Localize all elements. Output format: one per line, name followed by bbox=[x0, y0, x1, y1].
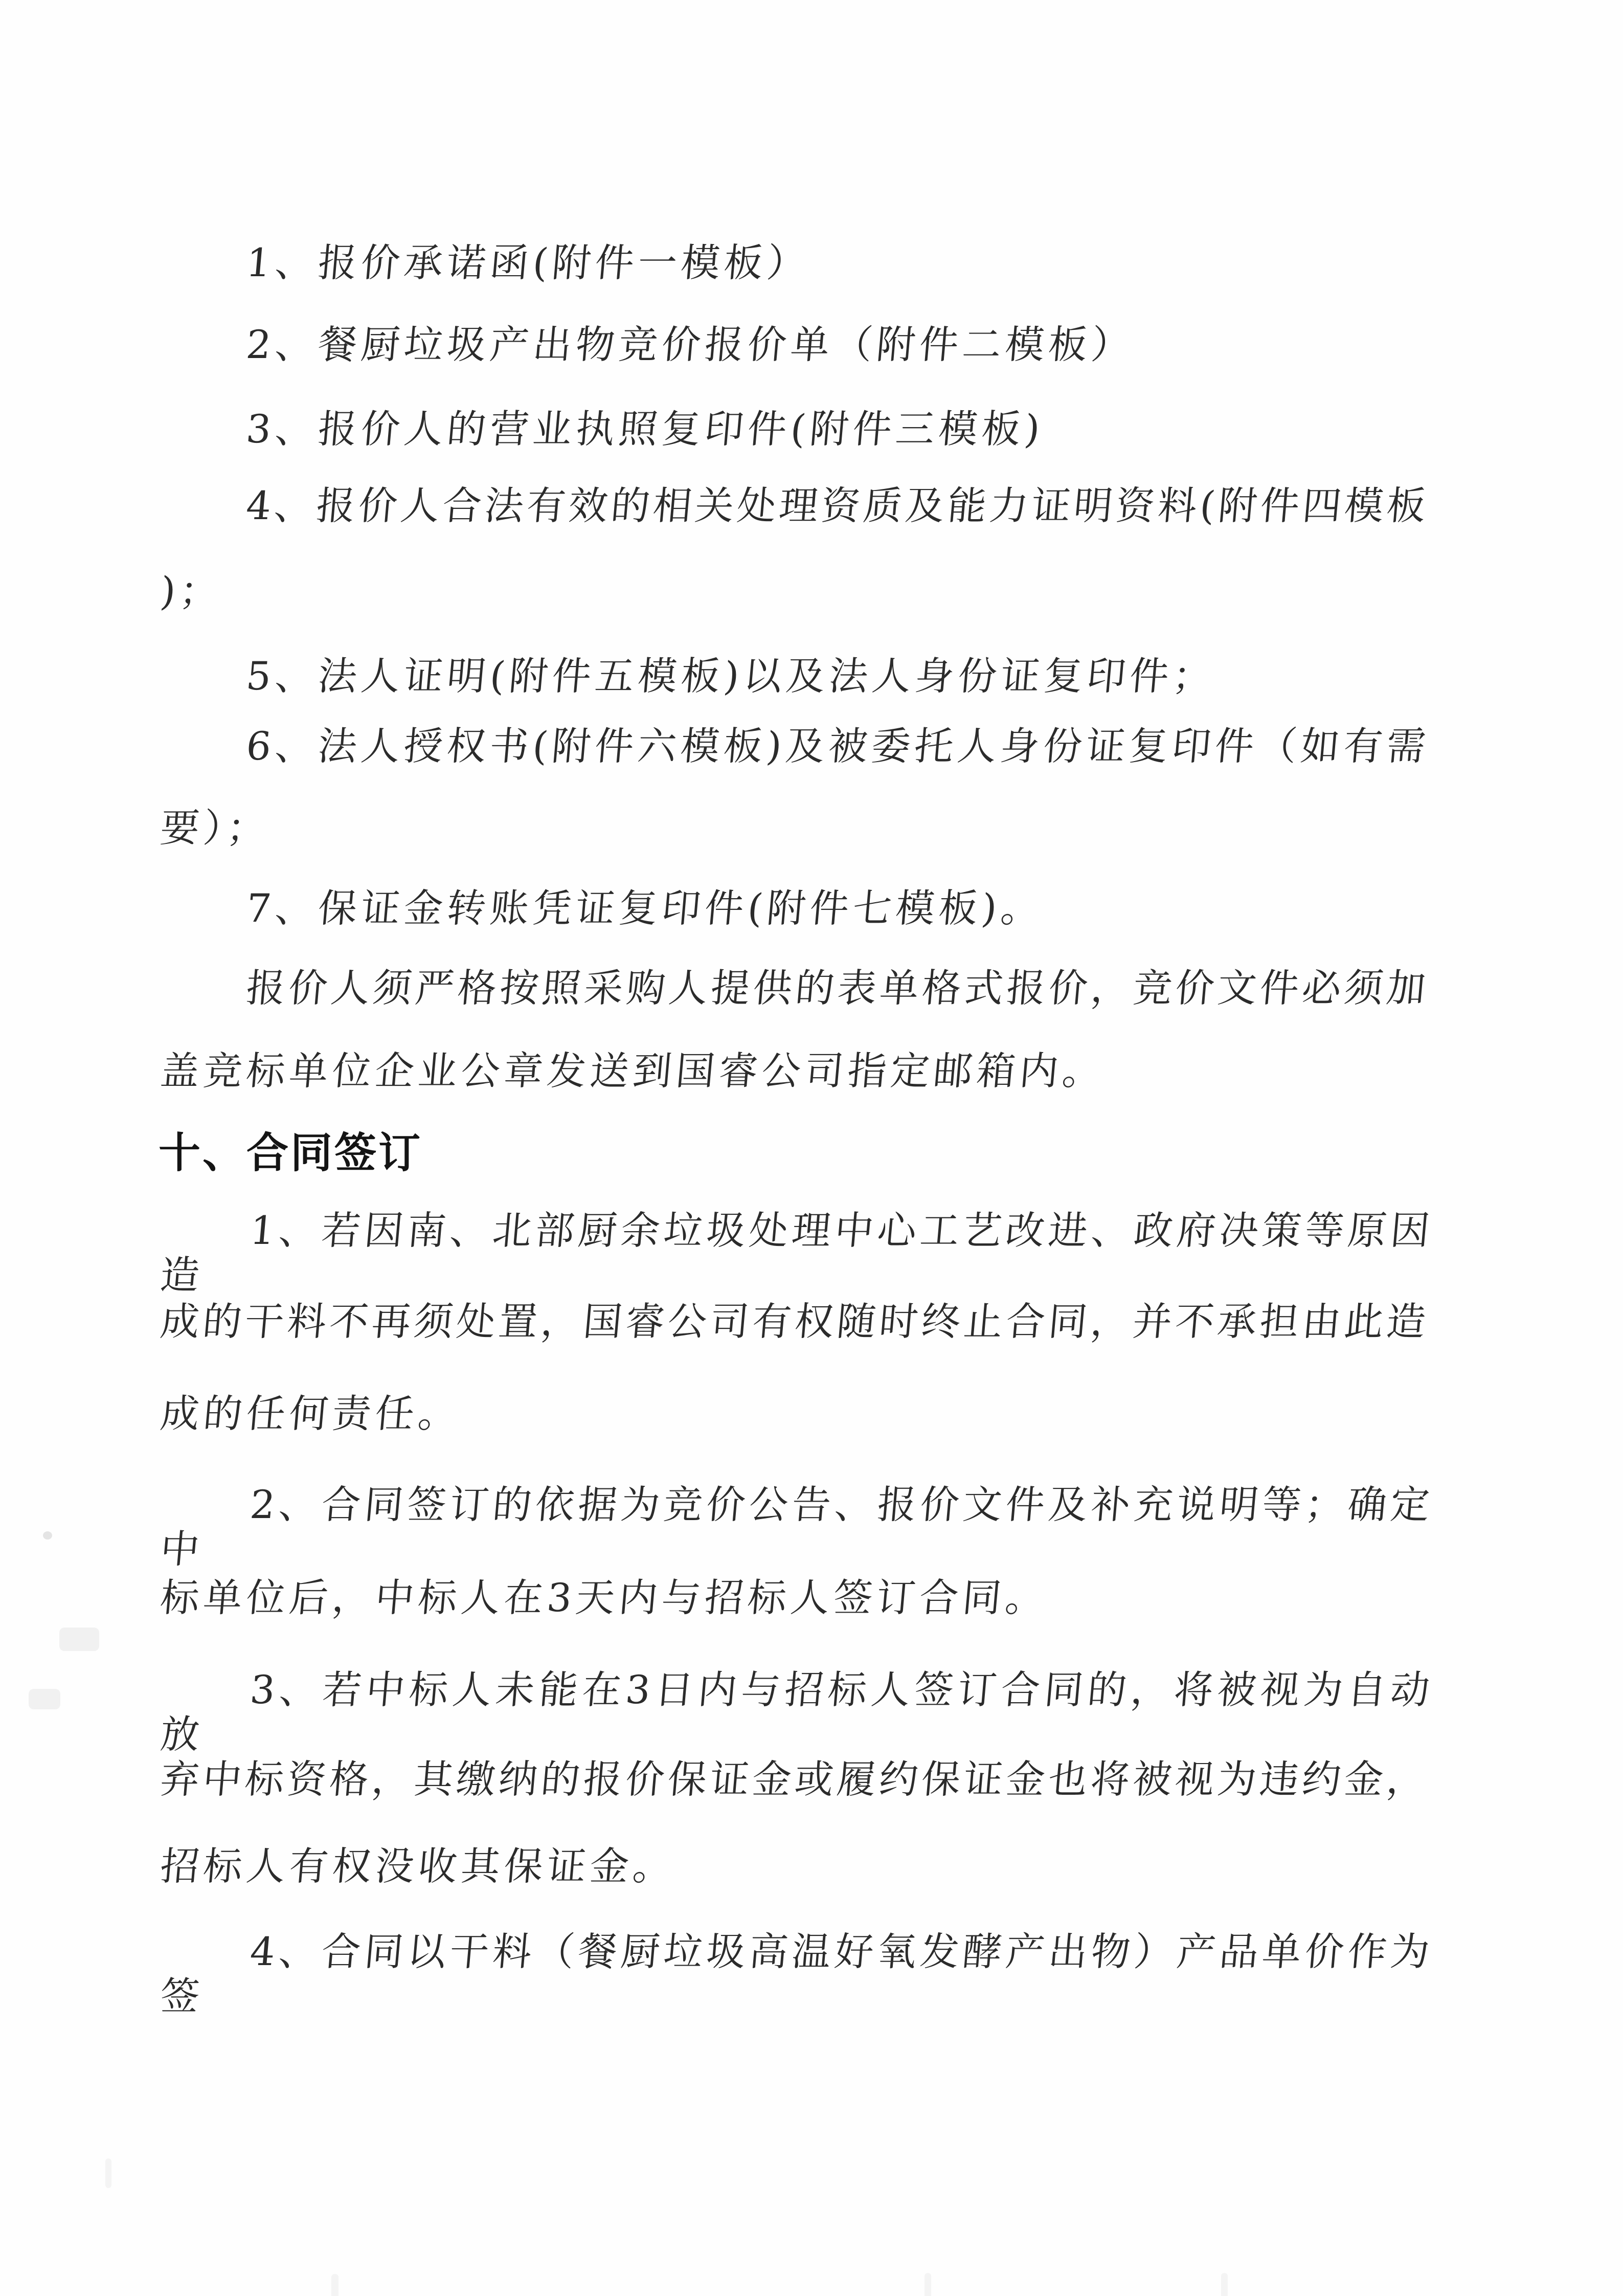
scan-artifact bbox=[59, 1628, 99, 1651]
scan-artifact bbox=[925, 2273, 931, 2296]
quotation-instruction-line-2: 盖竞标单位企业公章发送到国睿公司指定邮箱内。 bbox=[158, 1048, 1108, 1094]
contract-clause-3-line-2: 弃中标资格，其缴纳的报价保证金或履约保证金也将被视为违约金， bbox=[158, 1756, 1431, 1802]
section-heading-contract-signing: 十、合同签订 bbox=[159, 1129, 423, 1177]
contract-clause-3-line-1: 3、若中标人未能在3日内与招标人签订合同的，将被视为自动放 bbox=[158, 1667, 1435, 1757]
attachment-list-item-6-cont: 要）； bbox=[158, 805, 272, 851]
attachment-list-item-1: 1、报价承诺函(附件一模板） bbox=[244, 240, 812, 285]
contract-clause-1-line-2: 成的干料不再须处置，国睿公司有权随时终止合同，并不承担由此造 bbox=[158, 1299, 1431, 1344]
attachment-list-item-6: 6、法人授权书(附件六模板)及被委托人身份证复印件（如有需 bbox=[244, 723, 1431, 769]
contract-clause-2-line-1: 2、合同签订的依据为竞价公告、报价文件及补充说明等；确定中 bbox=[158, 1482, 1435, 1572]
quotation-instruction-line-1: 报价人须严格按照采购人提供的表单格式报价，竞价文件必须加 bbox=[244, 965, 1431, 1011]
scan-artifact bbox=[1221, 2273, 1228, 2296]
scan-artifact bbox=[29, 1689, 60, 1709]
attachment-list-item-4: 4、报价人合法有效的相关处理资质及能力证明资料(附件四模板 bbox=[244, 483, 1431, 528]
contract-clause-2-line-2: 标单位后，中标人在3天内与招标人签订合同。 bbox=[158, 1575, 1051, 1620]
scan-artifact bbox=[105, 2158, 111, 2188]
attachment-list-item-7: 7、保证金转账凭证复印件(附件七模板)。 bbox=[244, 885, 1046, 931]
attachment-list-item-4-cont: )； bbox=[158, 568, 225, 614]
contract-clause-4-line-1: 4、合同以干料（餐厨垃圾高温好氧发酵产出物）产品单价作为签 bbox=[158, 1929, 1435, 2019]
attachment-list-item-3: 3、报价人的营业执照复印件(附件三模板) bbox=[244, 406, 1046, 452]
attachment-list-item-5: 5、法人证明(附件五模板)以及法人身份证复印件； bbox=[244, 653, 1218, 699]
contract-clause-1-line-1: 1、若因南、北部厨余垃圾处理中心工艺改进、政府决策等原因造 bbox=[158, 1208, 1435, 1298]
contract-clause-3-line-3: 招标人有权没收其保证金。 bbox=[158, 1843, 678, 1889]
scan-artifact bbox=[331, 2274, 339, 2296]
contract-clause-1-line-3: 成的任何责任。 bbox=[158, 1391, 463, 1436]
attachment-list-item-2: 2、餐厨垃圾产出物竞价报价单（附件二模板） bbox=[244, 322, 1137, 367]
scan-artifact bbox=[43, 1531, 52, 1540]
